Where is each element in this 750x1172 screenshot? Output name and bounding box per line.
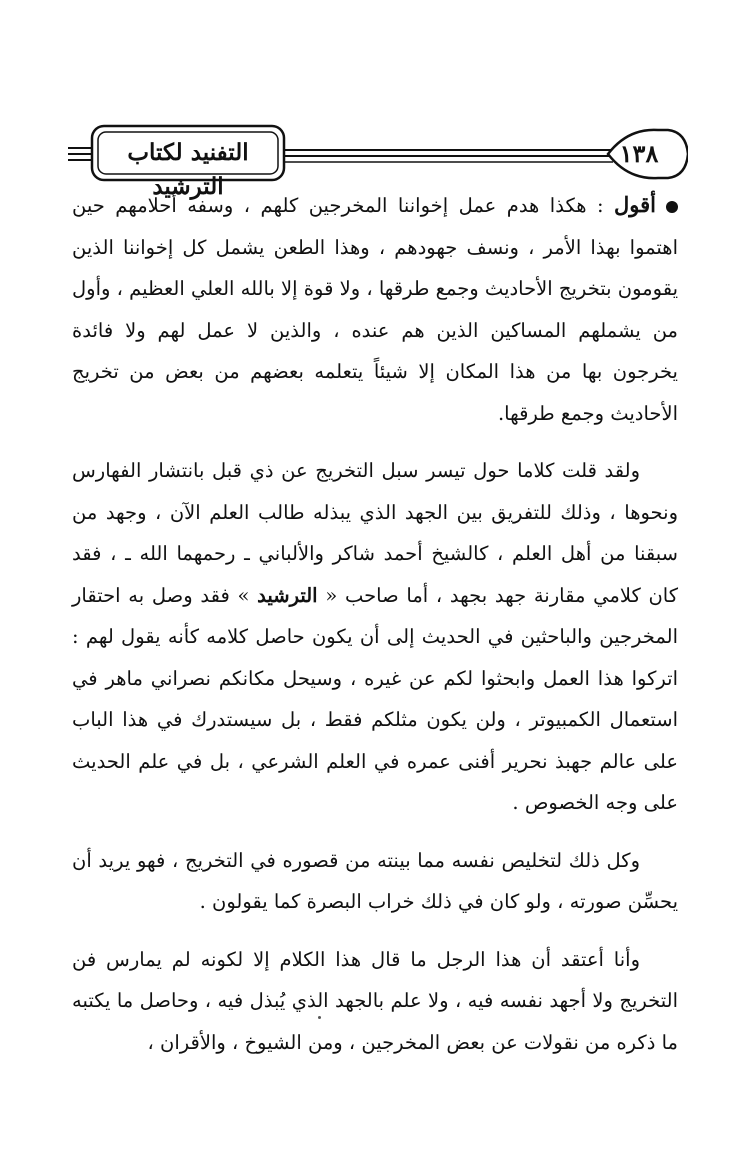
paragraph-2-text-after: » فقد وصل به احتقار المخرجين والباحثين في الحديث إلى أن يكون حاصل كلامه كأنه يقول لهم : اتركوا هذا العمل وابحثوا لكم عن غيره ، وسيحل مكانكم نصراني ماهر في استعمال الكمبيوتر ، ولن يكون مثلكم فقط ، بل سيستدرك في هذا الباب على عالم جهبذ نحرير أفنى عمره في العلم الشرعي ، بل في علم الحديث على وجه الخصوص . <box>72 583 678 814</box>
body-text <box>72 184 678 1079</box>
paragraph-2 <box>72 450 678 824</box>
page-number: ١٣٨ <box>619 139 659 168</box>
book-title-bold: الترشيد <box>257 583 318 607</box>
paragraph-2-text-before: ولقد قلت كلاما حول تيسر سبل التخريج عن ذي قبل بانتشار الفهارس ونحوها ، وذلك للتفريق بين الجهد الذي يبذله طالب العلم الآن ، وجهد من سبقنا من أهل العلم ، كالشيخ أحمد شاكر والألباني ـ رحمهما الله ـ ، فقد كان كلامي مقارنة جهد بجهد ، أما صاحب « <box>72 459 678 607</box>
paragraph-1-text: : هكذا هدم عمل إخواننا المخرجين كلهم ، وسفه أحلامهم حين اهتموا بهذا الأمر ، ونسف جهودهم ، وهذا الطعن يشمل كل إخواننا الذين يقومون بتخريج الأحاديث وجمع طرقها ، ولا قوة إلا بالله العلي العظيم ، وأول من يشملهم المساكين الذين هم عنده ، والذين لا عمل لهم ولا فائدة يخرجون بها من هذا المكان إلا شيئاً يتعلمه بعضهم من بعض من تخريج الأحاديث وجمع طرقها. <box>72 194 678 425</box>
running-title: التفنيد لكتاب الترشيد <box>127 139 249 200</box>
paragraph-3-text: وكل ذلك لتخليص نفسه مما بينته من قصوره في التخريج ، فهو يريد أن يحسِّن صورته ، ولو كان في ذلك خراب البصرة كما يقولون . <box>72 848 678 913</box>
paragraph-3 <box>72 840 678 923</box>
paragraph-1 <box>72 184 678 434</box>
scan-speck <box>318 1016 321 1019</box>
paragraph-4-text: وأنا أعتقد أن هذا الرجل ما قال هذا الكلام إلا لكونه لم يمارس فن التخريج ولا أجهد نفسه فيه ، ولا علم بالجهد الذي يُبذل فيه ، وحاصل ما يكتبه ما ذكره من نقولات عن بعض المخرجين ، ومن الشيوخ ، والأقران ، <box>72 947 678 1054</box>
paragraph-4 <box>72 939 678 1064</box>
bullet-icon <box>666 201 678 213</box>
page-header <box>68 118 688 200</box>
lead-word: أقول <box>614 192 656 217</box>
